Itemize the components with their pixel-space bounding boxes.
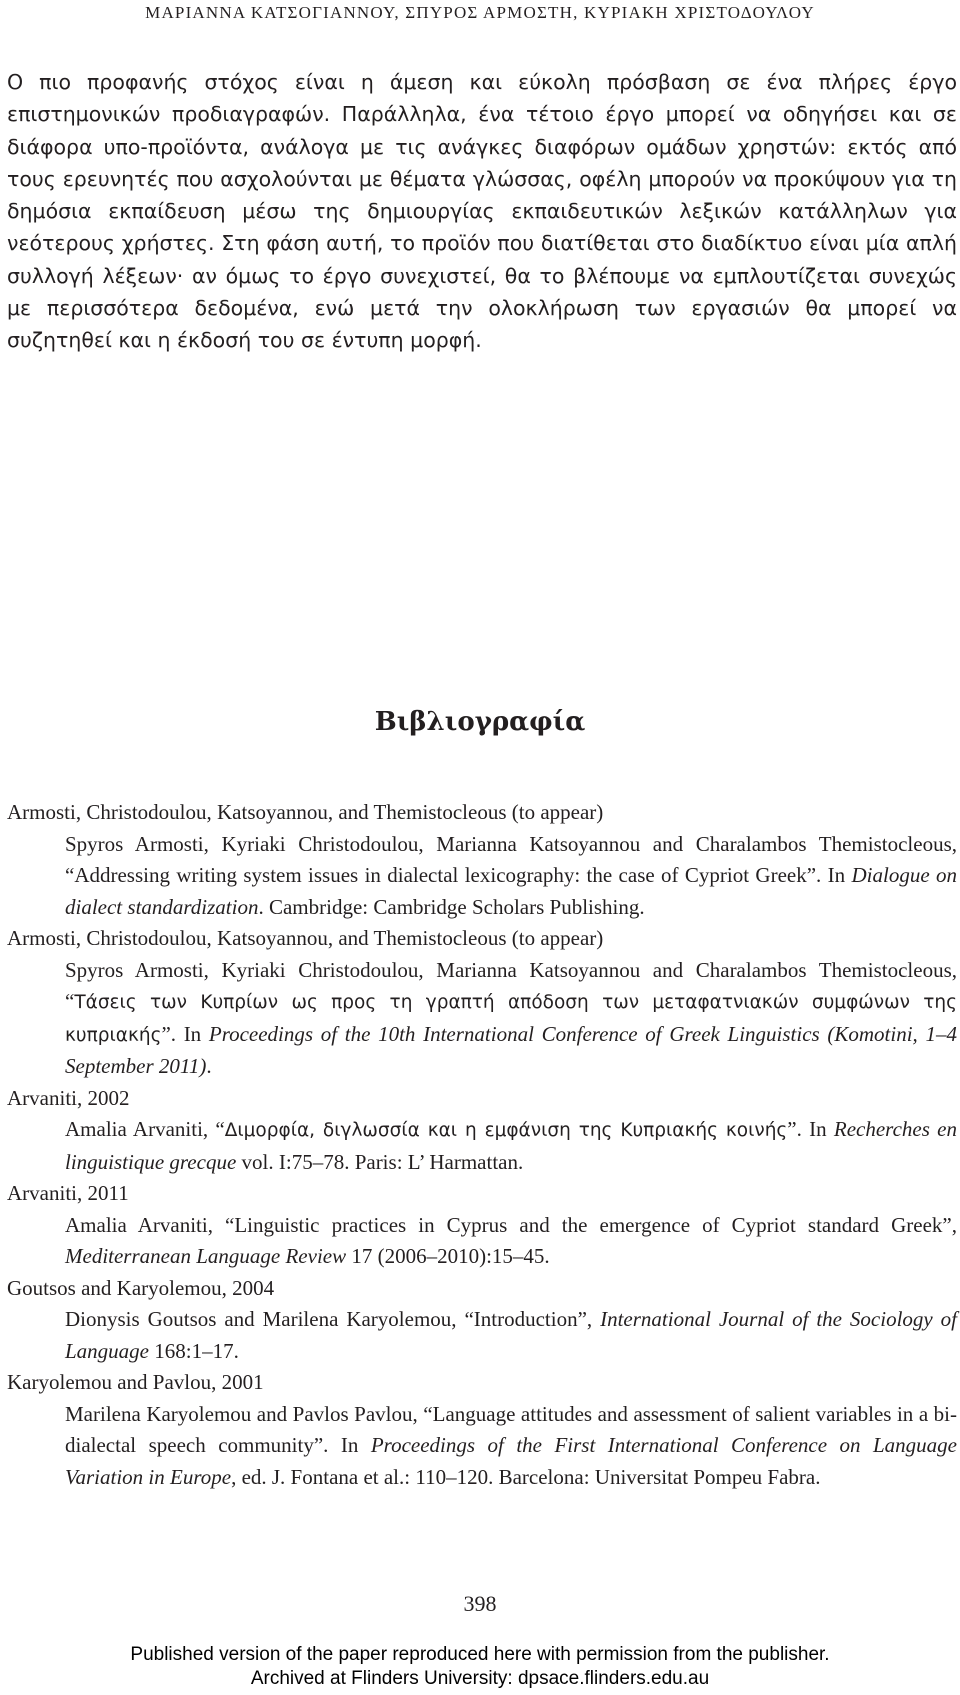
bib-ref-text: Spyros Armosti, Kyriaki Christodoulou, Marianna Katsoyannou and Charalambos Themistocleous, “Addressing writing system issues in dialectal lexicography: the case of Cypriot Greek”. In xyxy=(65,831,957,887)
bib-entry-key: Arvaniti, 2002 xyxy=(7,1085,130,1110)
page-number: 398 xyxy=(463,1591,497,1616)
bib-entry-reference xyxy=(65,1399,957,1494)
archive-notice xyxy=(0,1643,960,1691)
bibliography-list xyxy=(7,797,957,1493)
bib-ref-text: Spyros Armosti, Kyriaki Christodoulou, Marianna Katsoyannou and Charalambos Themistocleous, “ xyxy=(65,957,957,1013)
bib-entry-key: Armosti, Christodoulou, Katsoyannou, and Themistocleous (to appear) xyxy=(7,800,604,824)
bib-entry-reference xyxy=(65,1114,957,1178)
bib-ref-title: Proceedings of the First International Conference on Language Variation in Europe xyxy=(65,1433,957,1489)
archive-notice-line: Published version of the paper reproduced here with permission from the publisher. xyxy=(130,1644,830,1665)
bib-ref-title: Dialogue on dialect standardization xyxy=(65,863,957,919)
bib-ref-text: ”. In xyxy=(787,1117,834,1141)
bib-ref-text: vol. I:75–78. Paris: L’ Harmattan. xyxy=(236,1149,524,1174)
bib-entry-key: Armosti, Christodoulou, Katsoyannou, and Themistocleous (to appear) xyxy=(7,926,604,950)
bib-entry-key: Karyolemou and Pavlou, 2001 xyxy=(7,1370,264,1394)
bib-ref-text: Amalia Arvaniti, “ xyxy=(65,1117,225,1141)
bib-entry xyxy=(7,1273,957,1368)
bib-entry xyxy=(7,1178,957,1273)
bib-ref-text: ”. In xyxy=(161,1021,209,1046)
bib-entry xyxy=(7,923,957,1083)
archive-notice-line: Archived at Flinders University: dpsace.flinders.edu.au xyxy=(250,1668,710,1689)
bib-ref-text: Dionysis Goutsos and Marilena Karyolemou, “Introduction”, xyxy=(65,1307,601,1331)
bib-entry-key: Arvaniti, 2011 xyxy=(7,1181,129,1205)
bib-ref-title: International Journal of the Sociology of Language xyxy=(65,1307,957,1363)
bib-ref-text: . xyxy=(206,1054,212,1078)
bib-ref-text: Amalia Arvaniti, “Linguistic practices in Cyprus and the emergence of Cypriot standard Greek”, xyxy=(65,1212,957,1237)
bib-entry-reference xyxy=(65,1210,957,1273)
bibliography-heading: Βιβλιογραφία xyxy=(374,707,586,737)
bib-ref-text: Marilena Karyolemou and Pavlos Pavlou, “Language attitudes and assessment of salient variables in a bi-dialectal speech community”. In xyxy=(65,1401,957,1457)
bib-ref-greek-title: Διμορφία, διγλωσσία και η εμφάνιση της Κυπριακής κοινής xyxy=(224,1120,788,1141)
bib-ref-text: , ed. J. Fontana et al.: 110–120. Barcelona: Universitat Pompeu Fabra. xyxy=(231,1464,821,1489)
bib-entry xyxy=(7,1367,957,1493)
bib-ref-text: 168:1–17. xyxy=(149,1338,239,1363)
bib-entry-key: Goutsos and Karyolemou, 2004 xyxy=(7,1275,275,1300)
bib-ref-title: Recherches en linguistique grecque xyxy=(65,1117,957,1174)
bib-ref-text: . Cambridge: Cambridge Scholars Publishing. xyxy=(258,894,645,919)
bib-ref-greek-title: Τάσεις των Κυπρίων ως προς τη γραπτή απόδοση των μεταφατνιακών συμφώνων της κυπριακής xyxy=(65,992,957,1046)
body-paragraph: Ο πιο προφανής στόχος είναι η άμεση και εύκολη πρόσβαση σε ένα πλήρες έργο επιστημονικών προδιαγραφών. Παράλληλα, ένα τέτοιο έργο μπορεί να οδηγήσει και σε διάφορα υπο-προϊόντα, ανάλογα με τις ανάγκες διαφόρων ομάδων χρηστών: εκτός από τους ερευνητές που ασχολούνται με θέματα γλώσσας, οφέλη μπορούν να προκύψουν για τη δημόσια εκπαίδευση μέσω της δημιουργίας εκπαιδευτικών λεξικών κατάλληλων για νεότερους χρήστες. Στη φάση αυτή, το προϊόν που διατίθεται στο διαδίκτυο είναι μία απλή συλλογή λέξεων· αν όμως το έργο συνεχιστεί, θα το βλέπουμε να εμπλουτίζεται συνεχώς με περισσότερα δεδομένα, ενώ μετά την ολοκλήρωση των εργασιών θα μπορεί να συζητηθεί και η έκδοσή του σε έντυπη μορφή. xyxy=(7,70,957,353)
bib-ref-title: Proceedings of the 10th International Conference of Greek Linguistics (Komotini, 1–4 September 2011) xyxy=(65,1021,957,1078)
bib-entry-reference xyxy=(65,955,957,1083)
running-head: ΜΑΡΙΑΝΝΑ ΚΑΤΣΟΓΙΑΝΝΟΥ, ΣΠΥΡΟΣ ΑΡΜΟΣΤΗ, ΚΥΡΙΑΚΗ ΧΡΙΣΤΟΔΟΥΛΟΥ xyxy=(145,3,815,22)
bib-entry xyxy=(7,797,957,923)
bib-ref-title: Mediterranean Language Review xyxy=(65,1244,347,1268)
bib-entry-reference xyxy=(65,1304,957,1367)
bib-ref-text: 17 (2006–2010):15–45. xyxy=(346,1244,550,1268)
bib-entry xyxy=(7,1083,957,1179)
bib-entry-reference xyxy=(65,829,957,924)
